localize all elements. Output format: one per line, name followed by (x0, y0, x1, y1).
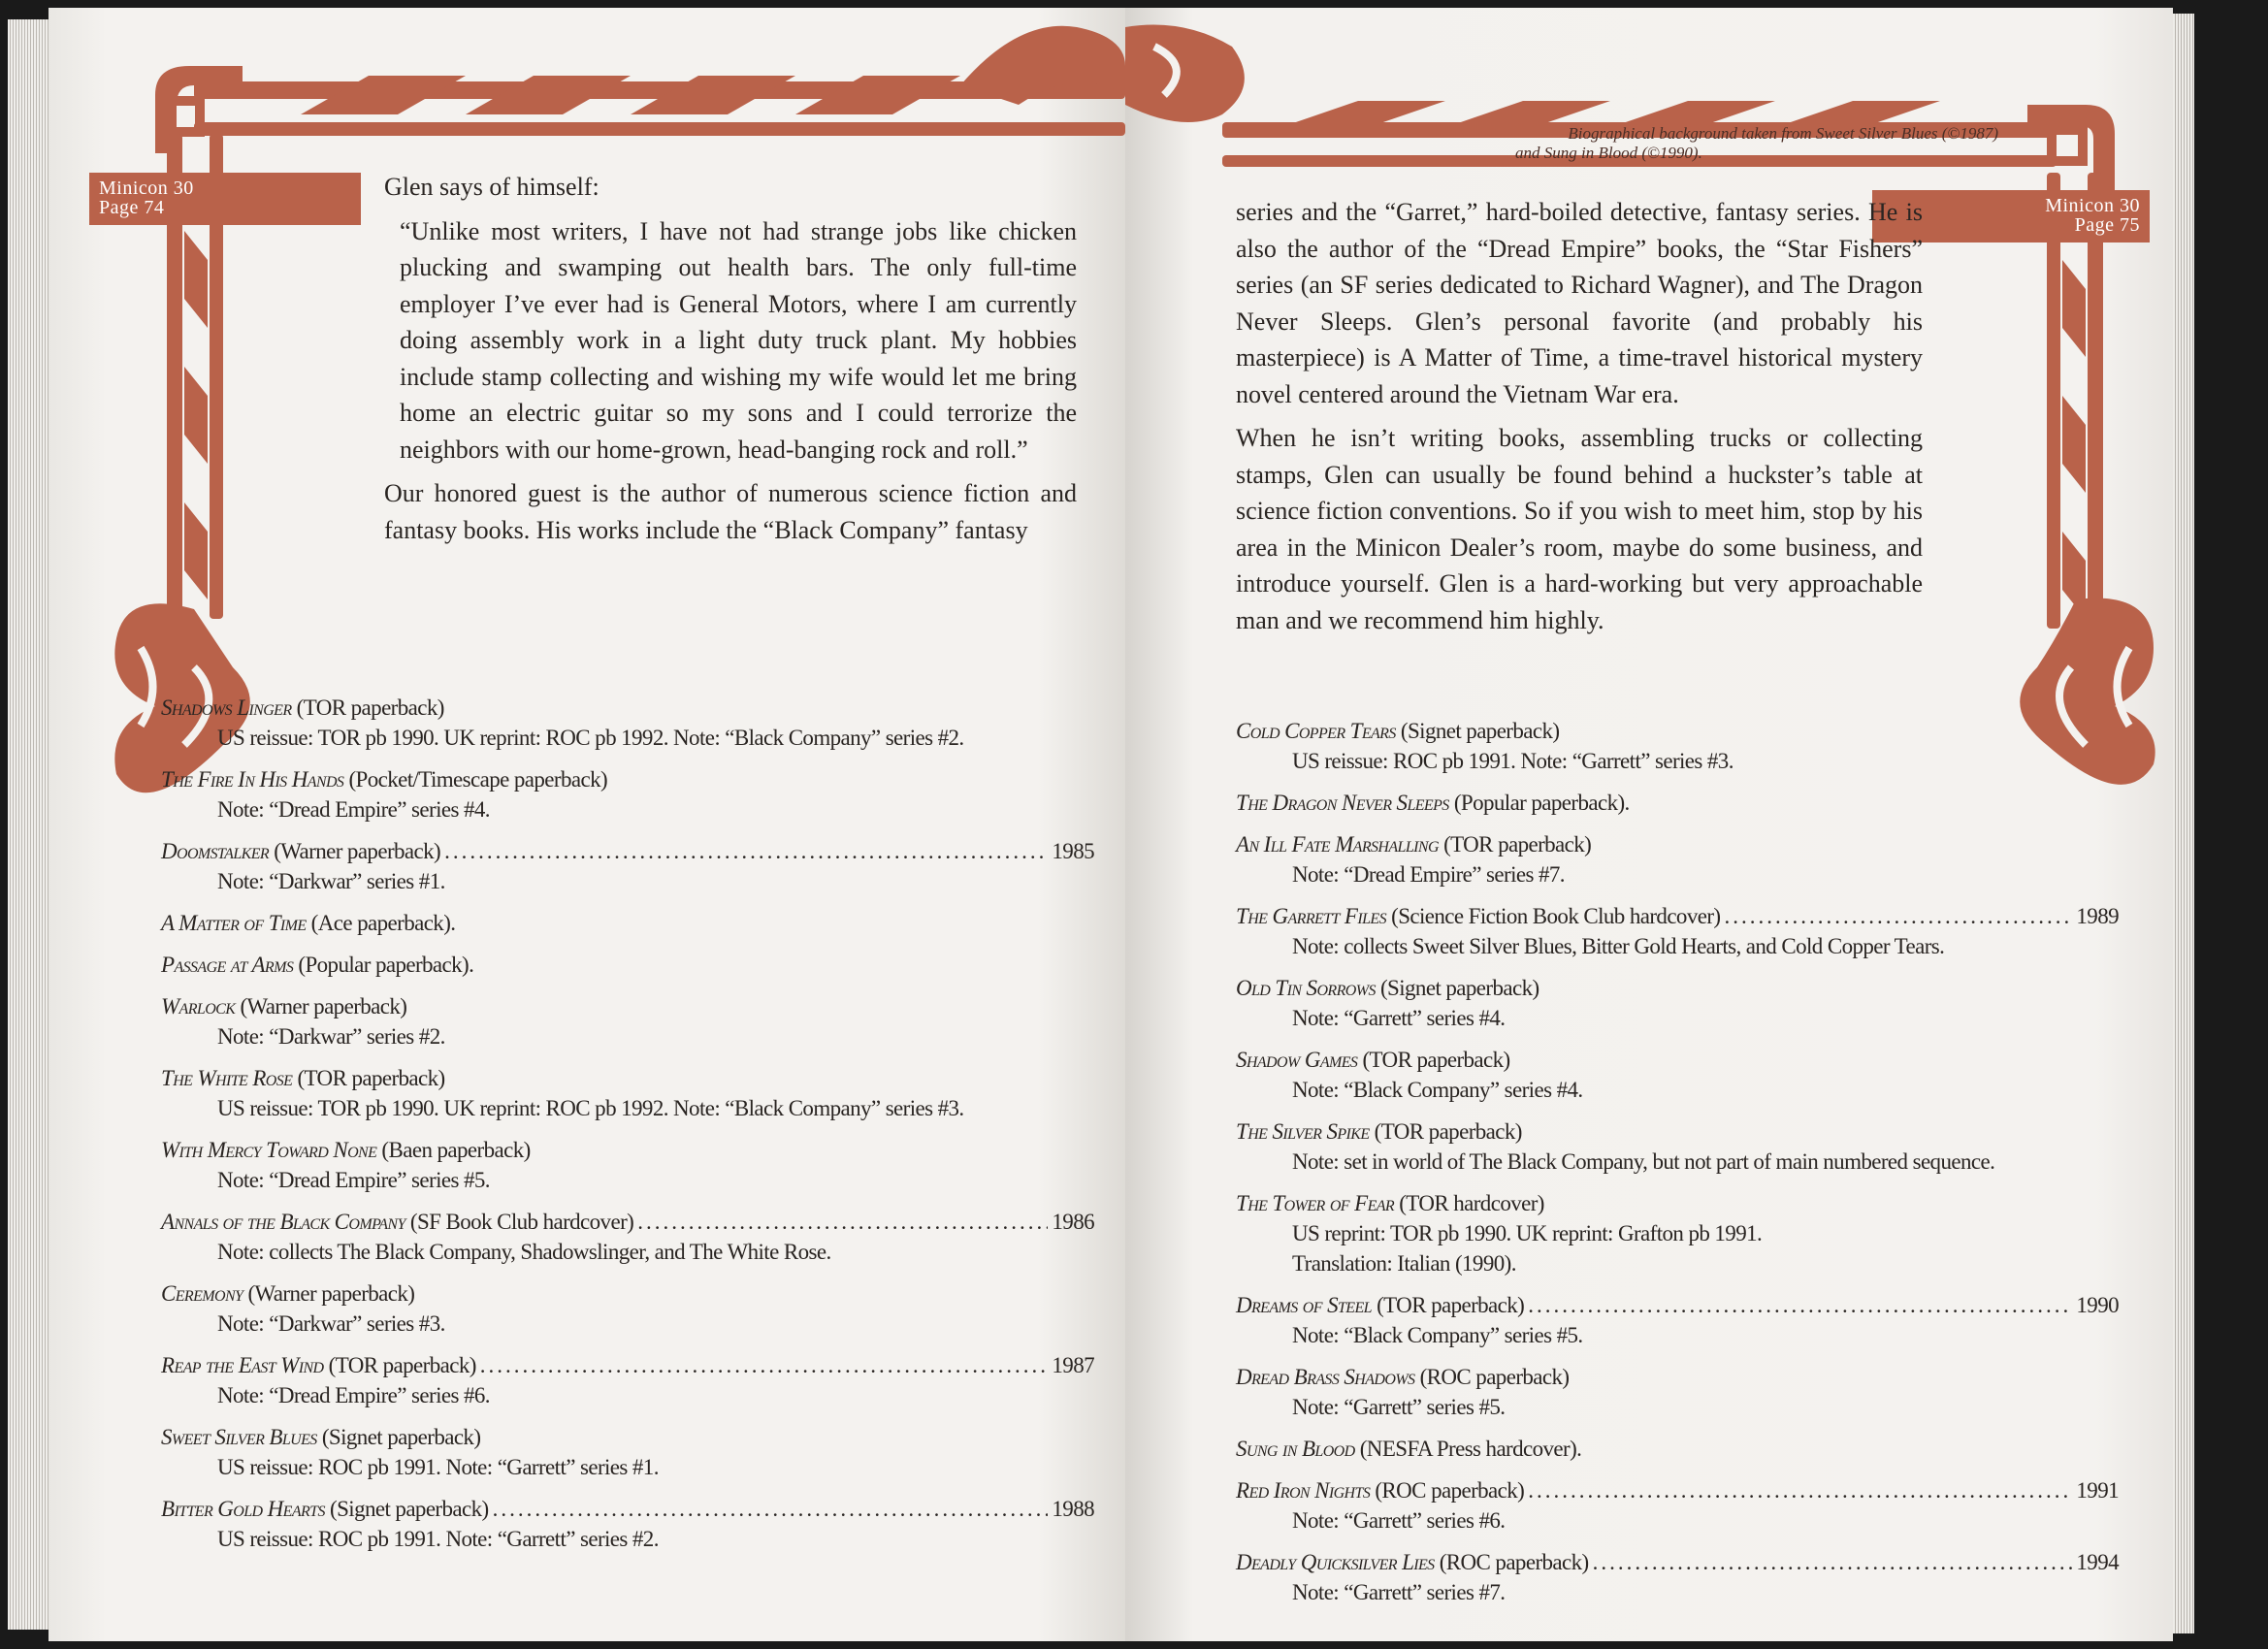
book-entry (1236, 1045, 2119, 1105)
bio-text-left (384, 169, 1077, 556)
book-title: Bitter Gold Hearts (161, 1497, 325, 1521)
dot-leader (1724, 901, 2072, 931)
book-title-line (161, 1494, 1094, 1524)
book-title: An Ill Fate Marshalling (1236, 832, 1439, 857)
book-entry (1236, 1188, 2119, 1278)
header-line-1: Minicon 30 (2045, 195, 2140, 216)
book-title-line (1236, 1116, 2119, 1147)
book-title-line (1236, 1547, 2119, 1577)
book-title: The Silver Spike (1236, 1119, 1370, 1144)
book-publisher: (TOR paperback) (1438, 832, 1592, 857)
book-note: Note: collects The Black Company, Shadowslinger, and The White Rose. (217, 1240, 831, 1264)
credit-line-1: Biographical background taken from Sweet Silver Blues (©1987) (1568, 124, 1998, 143)
book-entry (1236, 973, 2119, 1033)
book-entry (1236, 901, 2119, 961)
book-publisher: (ROC paperback) (1414, 1365, 1570, 1389)
book-publisher: (SF Book Club hardcover) (405, 1210, 634, 1234)
book-note: US reissue: TOR pb 1990. UK reprint: ROC pb 1992. Note: “Black Company” series #3. (217, 1096, 964, 1120)
bio-paragraph-1: series and the “Garret,” hard-boiled detective, fantasy series. He is also the author of the “Dread Empire” books, the “Star Fishers” series (an SF series dedicated to Richard Wagner), and The Dragon Never Sleeps. Glen’s personal favorite (and probably his masterpiece) is A Matter of Time, a time-travel historical mystery novel centered around the Vietnam War era. (1236, 198, 1923, 408)
dot-leader (1593, 1547, 2073, 1577)
book-title-line (161, 1350, 1094, 1380)
book-publisher: (Warner paperback) (235, 994, 407, 1018)
book-publisher: (TOR paperback) (291, 695, 444, 720)
book-entry (1236, 829, 2119, 889)
book-year: 1989 (2076, 904, 2119, 928)
book-entry (1236, 1434, 2119, 1464)
book-note: US reissue: ROC pb 1991. Note: “Garrett” series #2. (217, 1527, 659, 1551)
book-publisher: (NESFA Press hardcover). (1354, 1437, 1582, 1461)
book-entry (161, 1422, 1094, 1482)
book-title-line (161, 1135, 1094, 1165)
book-note: Note: “Garrett” series #4. (1292, 1006, 1506, 1030)
book-note: Note: “Garrett” series #7. (1292, 1580, 1506, 1604)
book-title: Annals of the Black Company (161, 1210, 405, 1234)
header-line-2: Page 75 (2074, 214, 2140, 236)
book-title: Shadow Games (1236, 1048, 1358, 1072)
book-note: Note: “Garrett” series #6. (1292, 1508, 1506, 1533)
book-title-line (161, 1207, 1094, 1237)
book-title-line (161, 991, 1094, 1021)
book-title: Warlock (161, 994, 236, 1018)
book-entry (161, 836, 1094, 896)
header-line-1: Minicon 30 (99, 178, 194, 199)
book-publisher: (Warner paperback) (243, 1281, 415, 1306)
book-entry (161, 908, 1094, 938)
book-title-line (1236, 829, 2119, 859)
book-title-line (1236, 1290, 2119, 1320)
book-title-line (1236, 1362, 2119, 1392)
book-note: Note: “Garrett” series #5. (1292, 1395, 1506, 1419)
book-title: Reap the East Wind (161, 1353, 324, 1377)
book-year: 1991 (2076, 1478, 2119, 1503)
book-note: Note: “Black Company” series #5. (1292, 1323, 1583, 1347)
book-note: US reissue: ROC pb 1991. Note: “Garrett” series #1. (217, 1455, 659, 1479)
credit-line-2: and Sung in Blood (©1990). (1515, 144, 1702, 162)
book-entry (1236, 1362, 2119, 1422)
book-title: The Dragon Never Sleeps (1236, 791, 1449, 815)
header-line-2: Page 74 (99, 197, 165, 218)
book-publisher: (Science Fiction Book Club hardcover) (1385, 904, 1721, 928)
dot-leader (637, 1207, 1048, 1237)
book-publisher: (TOR paperback) (1357, 1048, 1510, 1072)
book-publisher: (Signet paperback) (1395, 719, 1560, 743)
book-title: Shadows Linger (161, 695, 292, 720)
book-title: Old Tin Sorrows (1236, 976, 1376, 1000)
book-title: The White Rose (161, 1066, 293, 1090)
book-publisher: (Signet paperback) (316, 1425, 481, 1449)
book-title-line (161, 1063, 1094, 1093)
book-publisher: (Signet paperback) (324, 1497, 489, 1521)
book-publisher: (TOR paperback) (323, 1353, 476, 1377)
book-note: Note: collects Sweet Silver Blues, Bitter Gold Hearts, and Cold Copper Tears. (1292, 934, 1945, 958)
book-note: Note: “Dread Empire” series #5. (217, 1168, 490, 1192)
book-title-line (161, 1278, 1094, 1309)
book-entry (161, 764, 1094, 824)
book-title-line (161, 764, 1094, 794)
book-title: The Tower of Fear (1236, 1191, 1395, 1215)
bio-text-right (1236, 194, 1923, 646)
book-publisher: (ROC paperback) (1370, 1478, 1525, 1503)
book-title-line (161, 908, 1094, 938)
book-publisher: (Ace paperback). (306, 911, 456, 935)
book-title: The Fire In His Hands (161, 767, 344, 792)
page-edges-right (2173, 14, 2194, 1633)
page-header-tab (89, 173, 361, 225)
book-title-line (161, 950, 1094, 980)
book-note: Note: “Black Company” series #4. (1292, 1078, 1583, 1102)
book-publisher: (ROC paperback) (1434, 1550, 1589, 1574)
book-title: Deadly Quicksilver Lies (1236, 1550, 1435, 1574)
bio-paragraph-2: When he isn’t writing books, assembling trucks or collecting stamps, Glen can usually be found behind a huckster’s table at science fiction conventions. So if you wish to meet him, stop by his area in the Minicon Dealer’s room, maybe do some business, and introduce yourself. Glen is a hard-working but very approachable man and we recommend him highly. (1236, 424, 1923, 634)
book-title-line (161, 1422, 1094, 1452)
book-title: Doomstalker (161, 839, 270, 863)
book-title-line (1236, 1434, 2119, 1464)
book-title: Dreams of Steel (1236, 1293, 1372, 1317)
book-year: 1994 (2076, 1550, 2119, 1574)
book-entry (1236, 1116, 2119, 1177)
book-title-line (1236, 716, 2119, 746)
book-publisher: (Baen paperback) (376, 1138, 531, 1162)
book-note: US reissue: TOR pb 1990. UK reprint: ROC pb 1992. Note: “Black Company” series #2. (217, 726, 964, 750)
book-entry (1236, 716, 2119, 776)
left-page (49, 8, 1125, 1641)
book-publisher: (Warner paperback) (269, 839, 441, 863)
right-page (1125, 8, 2173, 1641)
book-entry (161, 1207, 1094, 1267)
book-title: The Garrett Files (1236, 904, 1386, 928)
bibliography-list-right (1236, 716, 2119, 1619)
book-title-line (1236, 973, 2119, 1003)
book-entry (161, 1135, 1094, 1195)
book-note: Translation: Italian (1990). (1292, 1251, 1516, 1276)
book-title: A Matter of Time (161, 911, 307, 935)
book-title-line (161, 836, 1094, 866)
book-spread (49, 8, 2173, 1641)
book-year: 1985 (1052, 839, 1094, 863)
dot-leader (444, 836, 1048, 866)
book-entry (161, 950, 1094, 980)
book-entry (1236, 1290, 2119, 1350)
book-publisher: (Signet paperback) (1375, 976, 1539, 1000)
book-note: Note: set in world of The Black Company, but not part of main numbered sequence. (1292, 1149, 1995, 1174)
book-entry (161, 991, 1094, 1051)
intro-line: Glen says of himself: (384, 173, 599, 201)
book-publisher: (TOR paperback) (1371, 1293, 1525, 1317)
book-entry (161, 1350, 1094, 1410)
bio-paragraph: Our honored guest is the author of numerous science fiction and fantasy books. His works include the “Black Company” fantasy (384, 479, 1077, 544)
source-credit (1494, 124, 1998, 163)
book-title-line (1236, 1475, 2119, 1505)
author-quote: “Unlike most writers, I have not had strange jobs like chicken plucking and swamping out health bars. The only full-time employer I’ve ever had is General Motors, where I am currently doing assembly work in a light duty truck plant. My hobbies include stamp collecting and wishing my wife would let me bring home an electric guitar so my sons and I could terrorize the neighbors with our home-grown, head-banging rock and roll.” (400, 216, 1077, 464)
book-year: 1990 (2076, 1293, 2119, 1317)
book-entry (161, 1278, 1094, 1339)
book-entry (161, 693, 1094, 753)
book-title-line (1236, 901, 2119, 931)
book-note: Note: “Dread Empire” series #6. (217, 1383, 490, 1407)
book-publisher: (Pocket/Timescape paperback) (343, 767, 608, 792)
book-title: With Mercy Toward None (161, 1138, 377, 1162)
book-note: US reprint: TOR pb 1990. UK reprint: Grafton pb 1991. (1292, 1221, 1763, 1245)
dot-leader (1528, 1475, 2072, 1505)
book-title: Sweet Silver Blues (161, 1425, 317, 1449)
book-publisher: (TOR paperback) (1369, 1119, 1522, 1144)
bibliography-list-left (161, 693, 1094, 1566)
page-edges-left (8, 19, 49, 1630)
book-publisher: (Popular paperback). (1448, 791, 1630, 815)
dot-leader (493, 1494, 1049, 1524)
book-year: 1987 (1052, 1353, 1094, 1377)
book-title-line (161, 693, 1094, 723)
book-entry (161, 1494, 1094, 1554)
dot-leader (1528, 1290, 2072, 1320)
book-title-line (1236, 1045, 2119, 1075)
book-title: Ceremony (161, 1281, 243, 1306)
book-note: US reissue: ROC pb 1991. Note: “Garrett” series #3. (1292, 749, 1733, 773)
book-entry (1236, 1547, 2119, 1607)
book-year: 1986 (1052, 1210, 1094, 1234)
book-entry (1236, 788, 2119, 818)
book-title: Dread Brass Shadows (1236, 1365, 1415, 1389)
book-note: Note: “Darkwar” series #2. (217, 1024, 445, 1049)
book-note: Note: “Darkwar” series #3. (217, 1311, 445, 1336)
book-publisher: (TOR paperback) (292, 1066, 445, 1090)
book-note: Note: “Dread Empire” series #4. (217, 797, 490, 822)
book-title: Red Iron Nights (1236, 1478, 1371, 1503)
book-year: 1988 (1052, 1497, 1094, 1521)
book-title: Passage at Arms (161, 953, 294, 977)
book-publisher: (Popular paperback). (293, 953, 474, 977)
book-title-line (1236, 788, 2119, 818)
book-title: Sung in Blood (1236, 1437, 1355, 1461)
book-publisher: (TOR hardcover) (1394, 1191, 1544, 1215)
book-title: Cold Copper Tears (1236, 719, 1396, 743)
book-note: Note: “Dread Empire” series #7. (1292, 862, 1565, 887)
book-title-line (1236, 1188, 2119, 1218)
book-entry (1236, 1475, 2119, 1536)
dot-leader (480, 1350, 1049, 1380)
book-note: Note: “Darkwar” series #1. (217, 869, 445, 893)
book-entry (161, 1063, 1094, 1123)
